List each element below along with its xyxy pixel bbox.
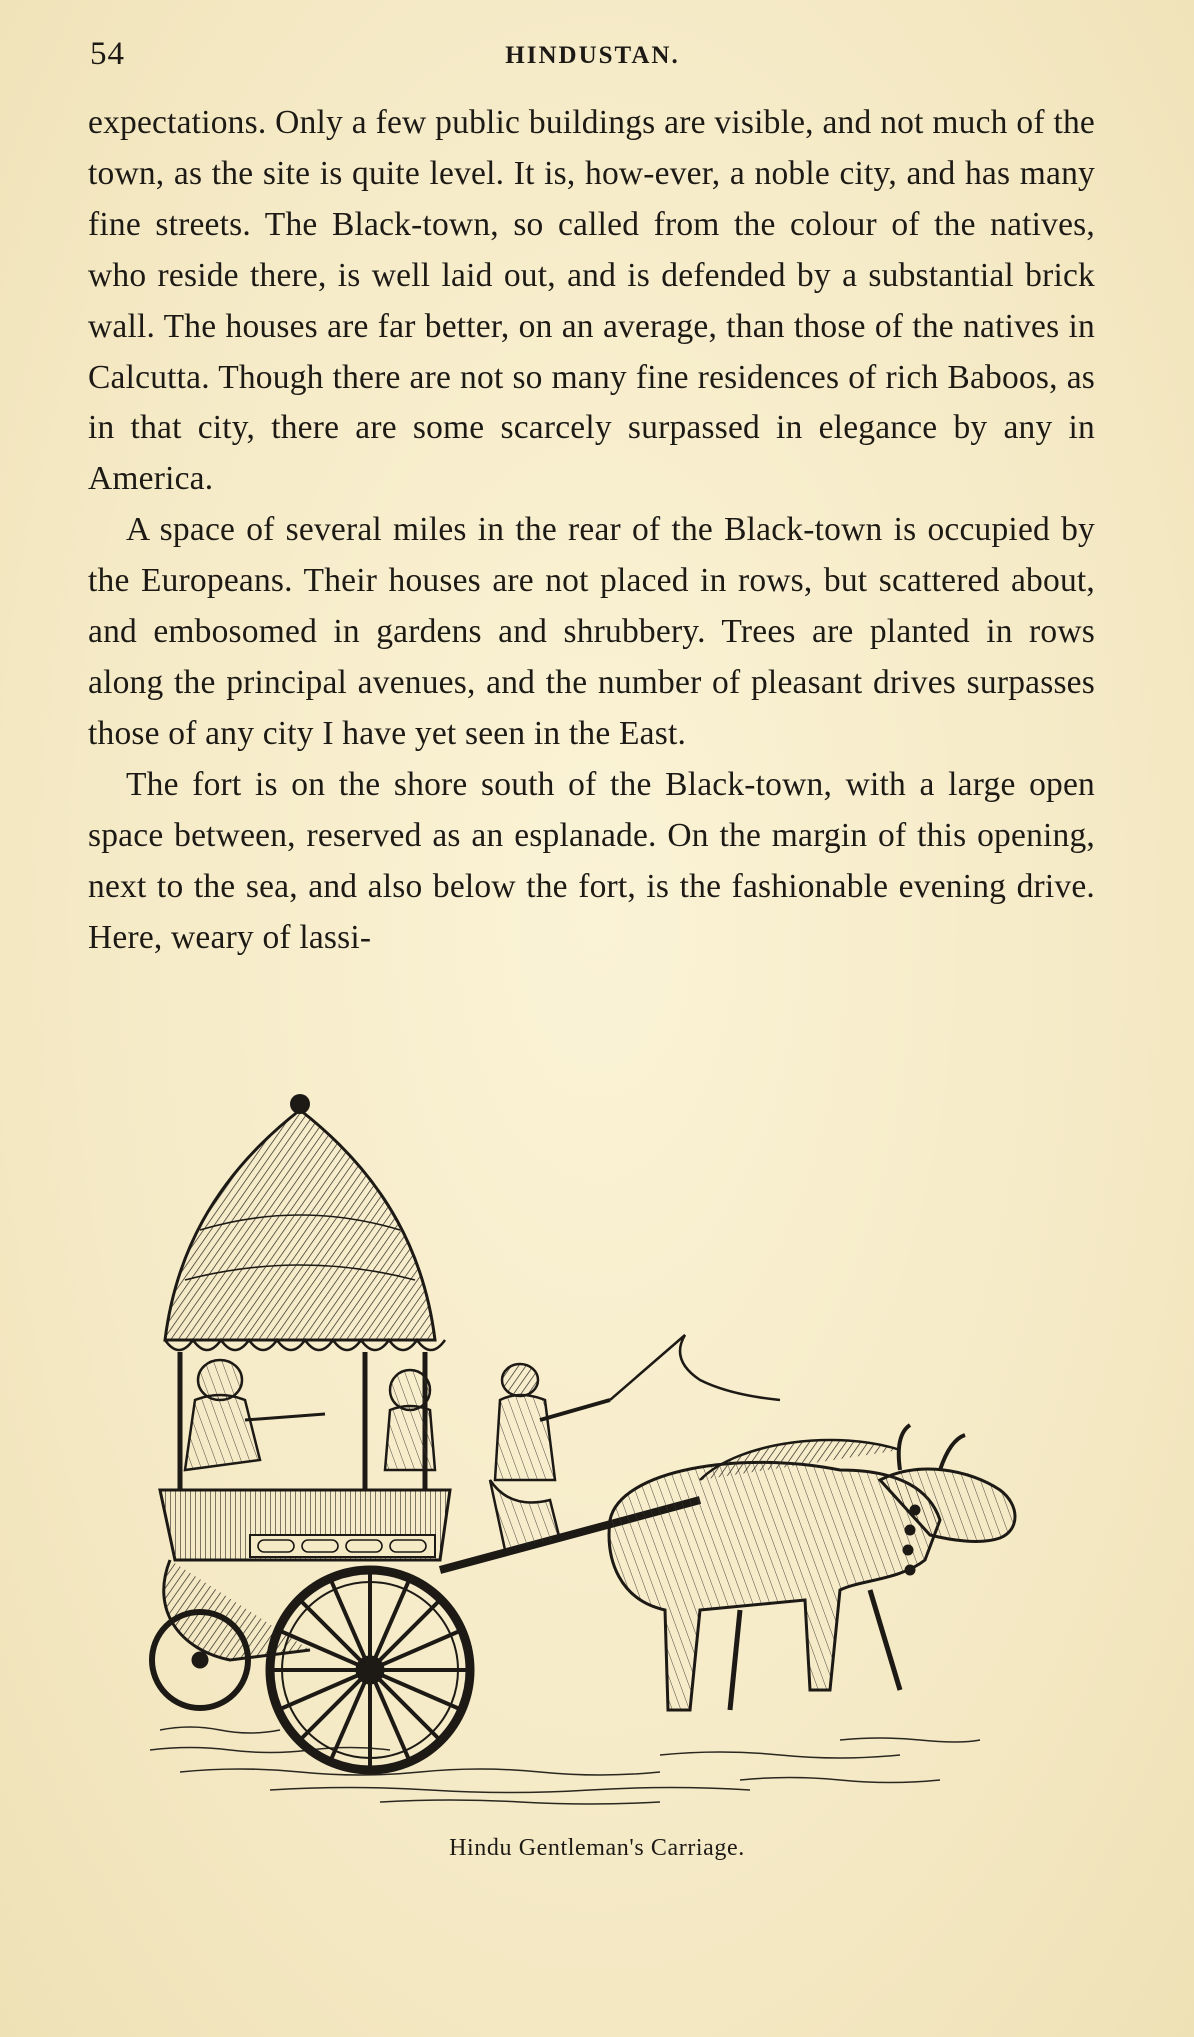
canopy [165,1094,445,1350]
passengers [185,1360,435,1470]
running-title: HINDUSTAN. [505,42,680,69]
page-number: 54 [90,36,125,72]
body-text [88,98,1095,963]
running-head [90,36,1095,76]
ground-lines [150,1727,980,1804]
driver [490,1364,610,1550]
whip [610,1335,780,1400]
carriage-illustration [140,1090,1040,1820]
front-wheel [270,1570,470,1770]
carriage-engraving [140,1090,1040,1820]
paragraph-2: A space of several miles in the rear of the Black-town is occupied by the Europeans. Their houses are not placed in rows, but scattered about, and embosomed in gardens and shrubbery. Trees are planted in rows along the principal avenues, and the number of pleasant drives surpasses those of any city I have yet seen in the East. [88,511,1095,752]
oxen [609,1425,1015,1710]
figure-caption: Hindu Gentleman's Carriage. [449,1835,745,1861]
paragraph-1: expectations. Only a few public buildings are visible, and not much of the town, as the site is quite level. It is, how-ever, a noble city, and has many fine streets. The Black-town, so called from the colour of the natives, who reside there, is well laid out, and is defended by a substantial brick wall. The houses are far better, on an average, than those of the natives in Calcutta. Though there are not so many fine residences of rich Baboos, as in that city, there are some scarcely surpassed in elegance by any in America. [88,104,1095,498]
paragraph-3: The fort is on the shore south of the Black-town, with a large open space between, reserved as an esplanade. On the margin of this opening, next to the sea, and also below the fort, is the fashionable evening drive. Here, weary of lassi- [88,765,1095,956]
